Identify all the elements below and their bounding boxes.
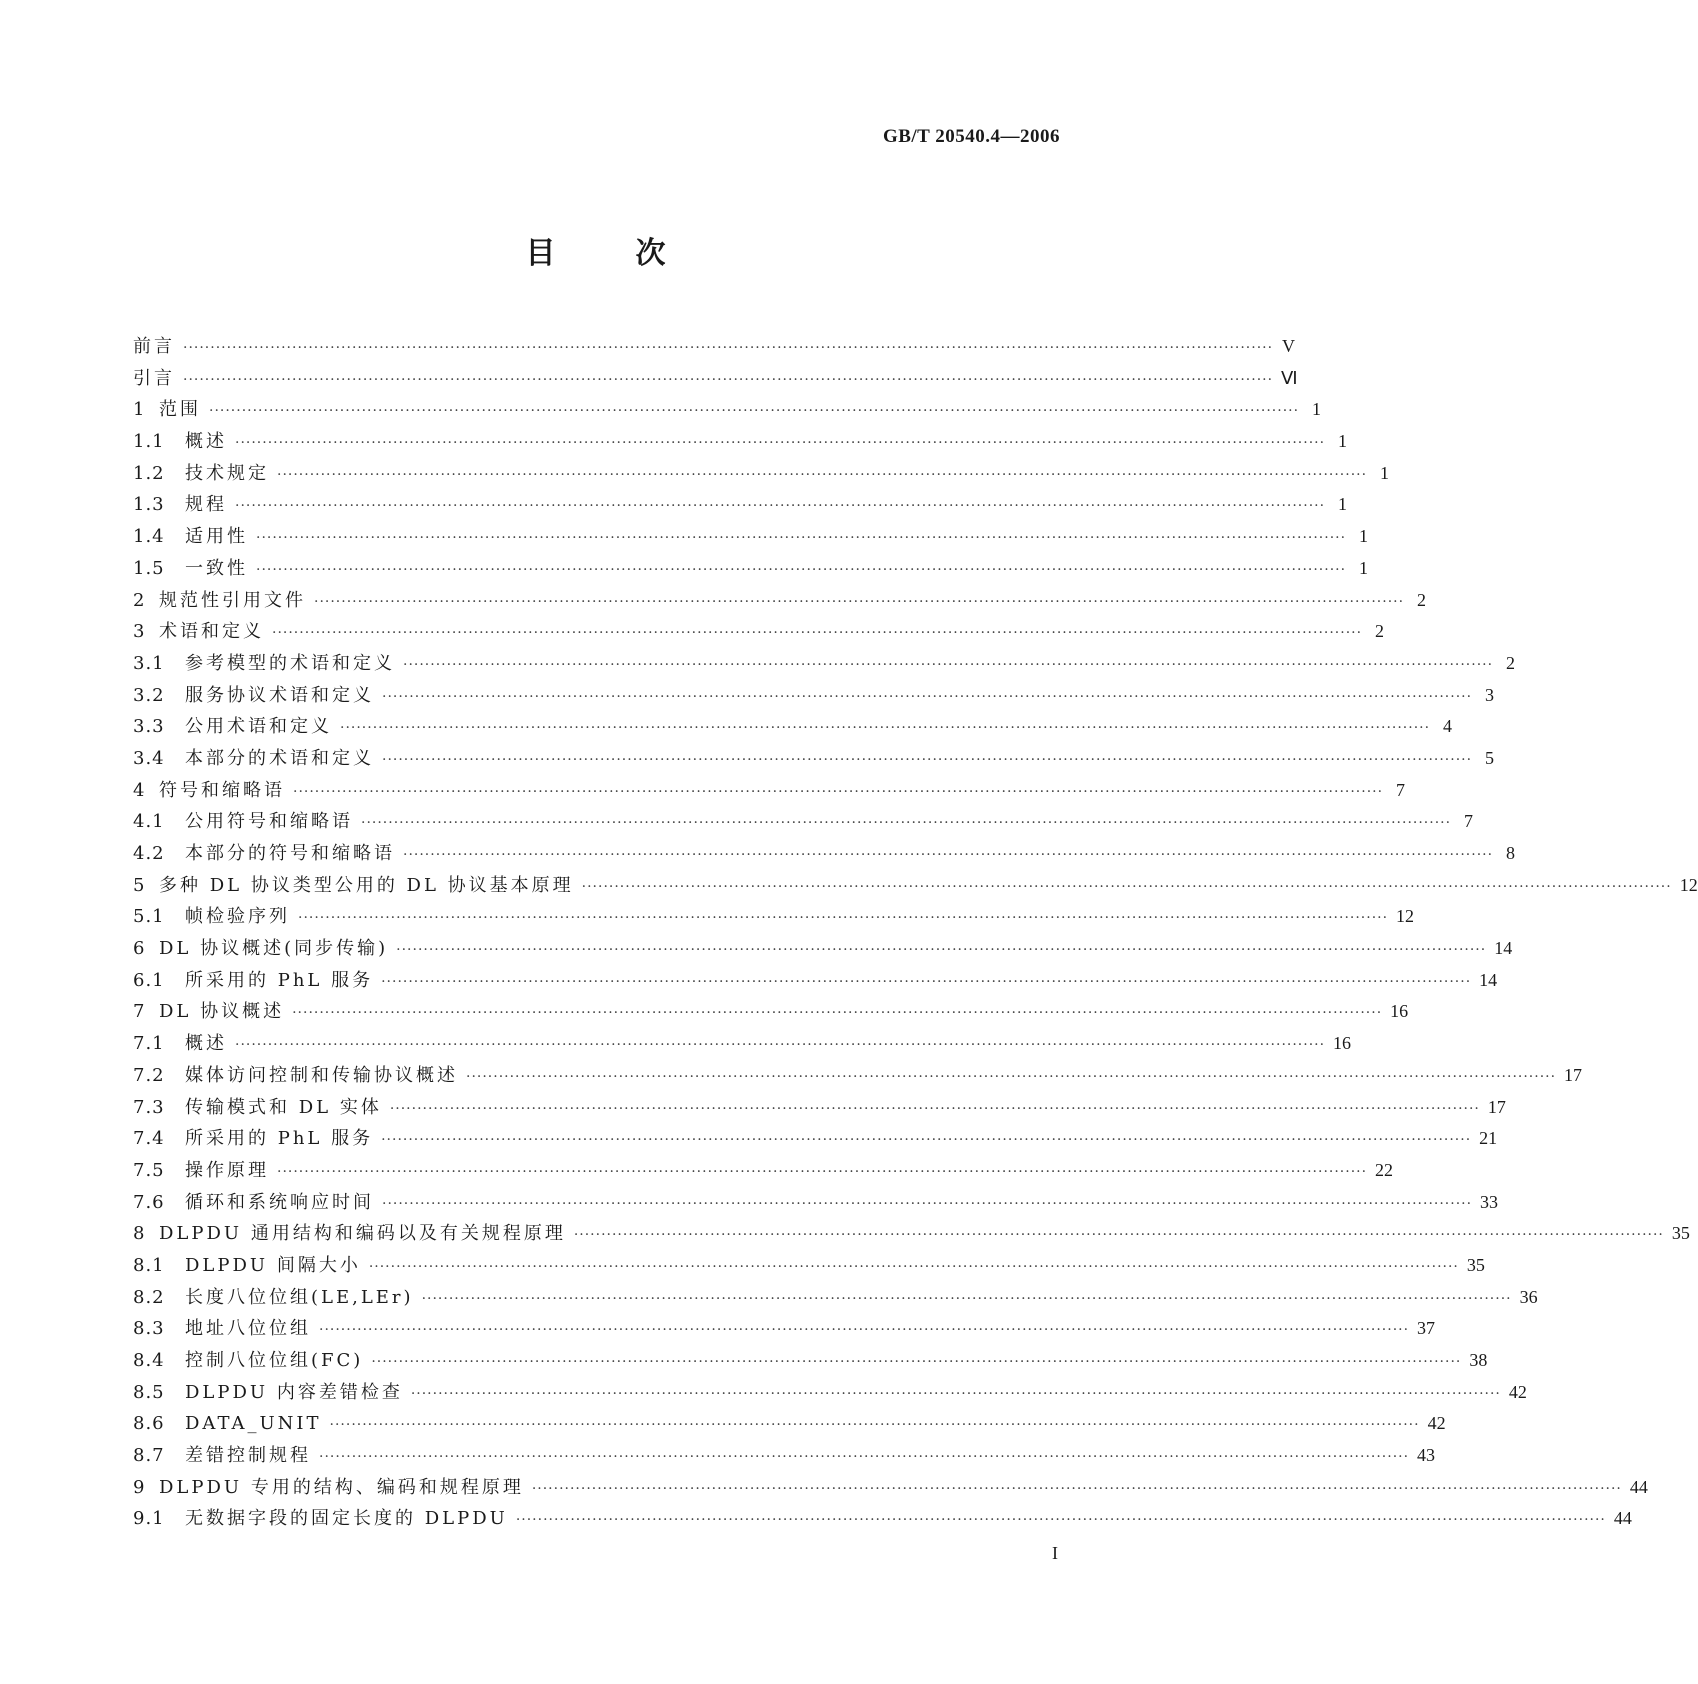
toc-entry-page: 16	[1390, 1001, 1409, 1022]
toc-leader-dots: ········································································································································································································	[381, 973, 1472, 990]
toc-entry-page: 44	[1629, 1476, 1648, 1497]
toc-entry-page: 1	[1380, 462, 1390, 483]
footer-page-number: I	[1052, 1543, 1058, 1563]
toc-entry-label: 公用符号和缩略语	[185, 811, 353, 833]
toc-entry[interactable]	[133, 870, 1698, 902]
toc-entry-label: 概述	[185, 1033, 227, 1055]
toc-entry-page: 35	[1671, 1223, 1690, 1244]
toc-entry[interactable]	[133, 743, 1495, 775]
toc-entry-number: 7.4	[133, 1128, 165, 1150]
toc-entry-label: 前言	[133, 336, 175, 357]
toc-entry-page: 17	[1487, 1096, 1506, 1117]
toc-entry-label: 服务协议术语和定义	[185, 684, 374, 706]
toc-entry-page: 37	[1417, 1318, 1436, 1339]
toc-entry-label: 多种 DL 协议类型公用的 DL 协议基本原理	[159, 874, 574, 896]
toc-entry-number: 8.7	[133, 1445, 165, 1467]
toc-leader-dots: ········································································································································································································	[381, 1132, 1472, 1149]
toc-entry-page: 42	[1427, 1413, 1446, 1434]
toc-entry-number: 8.1	[133, 1254, 165, 1276]
toc-entry[interactable]	[133, 331, 1296, 363]
toc-entry[interactable]	[133, 616, 1385, 648]
toc-entry[interactable]	[133, 901, 1415, 933]
toc-entry-number: 8.6	[133, 1413, 165, 1435]
toc-entry-page: 7	[1396, 779, 1406, 800]
toc-leader-dots: ········································································································································································································	[256, 561, 1347, 578]
toc-leader-dots: ········································································································································································································	[382, 688, 1473, 705]
toc-leader-dots: ········································································································································································································	[329, 1417, 1420, 1434]
page-title: 目次	[525, 236, 746, 271]
toc-entry-number: 1	[133, 399, 146, 421]
toc-entry-number: 1.5	[133, 557, 165, 579]
toc-entry-number: 8.4	[133, 1350, 165, 1371]
toc-entry-number: 3.2	[133, 684, 165, 706]
toc-entry-number: 1.2	[133, 462, 165, 484]
toc-entry-number: 6.1	[133, 969, 165, 991]
toc-entry[interactable]	[133, 838, 1516, 870]
toc-entry-label: 符号和缩略语	[159, 779, 285, 801]
toc-entry-label: 无数据字段的固定长度的 DLPDU	[185, 1508, 508, 1530]
toc-entry[interactable]	[133, 996, 1409, 1028]
toc-entry-page: 2	[1375, 621, 1385, 642]
toc-leader-dots: ········································································································································································································	[361, 815, 1452, 832]
toc-entry[interactable]	[133, 965, 1498, 997]
toc-entry-label: 概述	[185, 431, 227, 453]
toc-entry-page: 1	[1312, 399, 1322, 420]
toc-entry-page: 1	[1359, 526, 1369, 547]
toc-entry[interactable]	[133, 489, 1348, 521]
toc-entry[interactable]	[133, 1250, 1485, 1282]
toc-entry-number: 3	[133, 621, 146, 643]
toc-entry-number: 7.5	[133, 1159, 165, 1181]
toc-leader-dots: ········································································································································································································	[403, 847, 1494, 863]
toc-leader-dots: ········································································································································································································	[183, 371, 1274, 388]
toc-entry-label: DL 协议概述	[159, 1001, 285, 1023]
toc-leader-dots: ········································································································································································································	[235, 1037, 1326, 1054]
toc-entry[interactable]	[133, 585, 1427, 617]
toc-entry-page: 2	[1506, 652, 1516, 673]
toc-entry-label: 本部分的符号和缩略语	[185, 843, 395, 864]
toc-entry-number: 2	[133, 589, 146, 611]
toc-entry-label: 差错控制规程	[185, 1445, 311, 1467]
toc-entry-label: 范围	[159, 399, 201, 421]
toc-entry[interactable]	[133, 680, 1495, 712]
toc-entry-label: 公用术语和定义	[185, 716, 332, 738]
toc-entry-label: DLPDU 通用结构和编码以及有关规程原理	[159, 1223, 566, 1245]
toc-entry-label: 一致性	[185, 557, 248, 579]
toc-leader-dots: ········································································································································································································	[314, 593, 1405, 610]
toc-entry-label: 控制八位位组(FC)	[185, 1350, 364, 1371]
toc-entry-label: DLPDU 间隔大小	[185, 1254, 361, 1276]
toc-leader-dots: ········································································································································································································	[410, 1385, 1501, 1402]
toc-leader-dots: ········································································································································································································	[368, 1258, 1459, 1275]
toc-entry[interactable]	[133, 806, 1474, 838]
toc-entry[interactable]	[133, 394, 1322, 426]
toc-entry[interactable]	[133, 1313, 1436, 1345]
toc-entry-page: 14	[1494, 938, 1513, 959]
toc-entry-label: 操作原理	[185, 1159, 269, 1181]
toc-leader-dots: ········································································································································································································	[466, 1068, 1557, 1085]
toc-leader-dots: ········································································································································································································	[298, 910, 1389, 927]
toc-entry-label: DL 协议概述(同步传输)	[159, 938, 389, 960]
toc-leader-dots: ········································································································································································································	[531, 1480, 1622, 1497]
toc-entry-label: 本部分的术语和定义	[185, 747, 374, 769]
toc-entry-number: 9.1	[133, 1508, 165, 1530]
toc-entry-page: 33	[1480, 1191, 1499, 1212]
toc-entry-page: 5	[1485, 747, 1495, 768]
toc-entry[interactable]	[133, 521, 1369, 553]
toc-entry-label: 传输模式和 DL 实体	[185, 1096, 382, 1118]
toc-entry-number: 7.6	[133, 1191, 165, 1213]
toc-entry-page: 21	[1479, 1128, 1498, 1149]
toc-leader-dots: ········································································································································································································	[272, 625, 1363, 642]
toc-leader-dots: ········································································································································································································	[277, 466, 1368, 483]
toc-entry-page: 1	[1359, 557, 1369, 578]
toc-entry-label: DATA_UNIT	[185, 1413, 322, 1435]
toc-entry[interactable]	[133, 933, 1513, 965]
toc-entry[interactable]	[133, 1155, 1394, 1187]
toc-entry[interactable]	[133, 1377, 1527, 1409]
toc-entry-label: 地址八位位组	[185, 1318, 311, 1340]
toc-entry[interactable]	[133, 1345, 1488, 1377]
toc-entry[interactable]	[133, 1123, 1498, 1155]
toc-entry-page: 44	[1613, 1508, 1632, 1529]
toc-entry-label: 所采用的 PhL 服务	[185, 1128, 374, 1150]
toc-entry-label: 引言	[133, 367, 175, 389]
toc-entry-page: 7	[1464, 811, 1474, 832]
toc-entry[interactable]	[133, 1028, 1352, 1060]
toc-entry[interactable]	[133, 553, 1369, 585]
toc-entry-label: 媒体访问控制和传输协议概述	[185, 1064, 458, 1086]
toc-leader-dots: ········································································································································································································	[371, 1354, 1462, 1370]
toc-leader-dots: ········································································································································································································	[382, 1195, 1473, 1212]
toc-entry-page: 16	[1333, 1033, 1352, 1054]
toc-entry-page: 1	[1338, 494, 1348, 515]
toc-entry[interactable]	[133, 648, 1516, 680]
toc-entry[interactable]	[133, 1060, 1583, 1092]
toc-entry[interactable]	[133, 775, 1406, 807]
toc-entry-number: 3.4	[133, 747, 165, 769]
toc-entry-number: 8.5	[133, 1381, 165, 1403]
toc-entry-number: 5.1	[133, 906, 165, 928]
toc-entry[interactable]	[133, 1092, 1506, 1124]
toc-entry-page: V	[1282, 336, 1296, 356]
toc-entry-page: 3	[1485, 684, 1495, 705]
toc-entry-page: 35	[1466, 1254, 1485, 1275]
toc-leader-dots: ········································································································································································································	[340, 720, 1431, 737]
toc-entry-number: 1.3	[133, 494, 165, 516]
toc-entry-number: 4.2	[133, 843, 165, 864]
toc-leader-dots: ········································································································································································································	[235, 498, 1326, 515]
toc-entry-number: 7.1	[133, 1033, 165, 1055]
toc-entry-number: 9	[133, 1476, 146, 1498]
toc-leader-dots: ········································································································································································································	[235, 435, 1326, 452]
toc-leader-dots: ········································································································································································································	[515, 1512, 1606, 1529]
toc-entry-label: 术语和定义	[159, 621, 264, 643]
toc-entry-label: 规范性引用文件	[159, 589, 306, 611]
toc-entry-page: 43	[1417, 1445, 1436, 1466]
toc-entry-number: 7.2	[133, 1064, 165, 1086]
toc-leader-dots: ········································································································································································································	[277, 1163, 1368, 1180]
toc-leader-dots: ········································································································································································································	[382, 751, 1473, 768]
toc-entry-label: 技术规定	[185, 462, 269, 484]
toc-entry-label: 规程	[185, 494, 227, 516]
toc-entry[interactable]	[133, 1503, 1632, 1535]
toc-entry-page: Ⅵ	[1281, 367, 1298, 388]
toc-leader-dots: ········································································································································································································	[319, 1322, 1410, 1339]
toc-entry-page: 36	[1519, 1286, 1538, 1307]
toc-entry-label: 所采用的 PhL 服务	[185, 969, 374, 991]
toc-entry-label: 循环和系统响应时间	[185, 1191, 374, 1213]
toc-entry-label: 适用性	[185, 526, 248, 548]
toc-entry-number: 1.1	[133, 431, 165, 453]
toc-entry[interactable]	[133, 458, 1390, 490]
toc-entry[interactable]	[133, 1218, 1690, 1250]
toc-entry-page: 1	[1338, 431, 1348, 452]
toc-entry-number: 5	[133, 874, 146, 896]
toc-leader-dots: ········································································································································································································	[573, 1227, 1664, 1244]
toc-entry-page: 12	[1396, 906, 1415, 927]
toc-entry[interactable]	[133, 1472, 1648, 1504]
toc-entry-label: 长度八位位组(LE,LEr)	[185, 1286, 414, 1308]
toc-entry-number: 7	[133, 1001, 146, 1023]
toc-entry-label: 帧检验序列	[185, 906, 290, 928]
toc-entry-number: 1.4	[133, 526, 165, 548]
toc-entry-page: 8	[1506, 843, 1516, 863]
toc-entry-number: 7.3	[133, 1096, 165, 1118]
toc-entry-number: 3.1	[133, 652, 165, 674]
toc-entry[interactable]	[133, 711, 1453, 743]
toc-entry-page: 38	[1469, 1350, 1488, 1370]
toc-entry-page: 14	[1479, 969, 1498, 990]
standard-code: GB/T 20540.4—2006	[882, 126, 1060, 147]
toc-leader-dots: ········································································································································································································	[256, 530, 1347, 547]
toc-entry-page: 22	[1375, 1159, 1394, 1180]
toc-entry-label: 参考模型的术语和定义	[185, 652, 395, 674]
toc-entry-number: 4.1	[133, 811, 165, 833]
toc-leader-dots: ········································································································································································································	[581, 878, 1672, 895]
toc-leader-dots: ········································································································································································································	[293, 783, 1384, 800]
toc-entry[interactable]	[133, 1408, 1446, 1440]
toc-entry[interactable]	[133, 426, 1348, 458]
toc-entry-number: 3.3	[133, 716, 165, 738]
toc-entry-label: DLPDU 专用的结构、编码和规程原理	[159, 1476, 524, 1498]
table-of-contents	[133, 331, 1698, 1535]
toc-entry-number: 8.3	[133, 1318, 165, 1340]
toc-entry-number: 4	[133, 779, 146, 801]
toc-entry-page: 42	[1508, 1381, 1527, 1402]
toc-entry[interactable]	[133, 1282, 1538, 1314]
toc-entry-number: 6	[133, 938, 146, 960]
toc-leader-dots: ········································································································································································································	[183, 340, 1274, 356]
toc-entry[interactable]	[133, 363, 1298, 395]
toc-leader-dots: ········································································································································································································	[389, 1100, 1480, 1117]
toc-entry-number: 8.2	[133, 1286, 165, 1308]
toc-leader-dots: ········································································································································································································	[396, 942, 1487, 959]
toc-leader-dots: ········································································································································································································	[403, 656, 1494, 673]
toc-leader-dots: ········································································································································································································	[209, 403, 1300, 420]
toc-entry-page: 2	[1417, 589, 1427, 610]
toc-entry[interactable]	[133, 1440, 1436, 1472]
toc-leader-dots: ········································································································································································································	[421, 1290, 1512, 1307]
toc-entry-number: 8	[133, 1223, 146, 1245]
toc-leader-dots: ········································································································································································································	[292, 1005, 1383, 1022]
toc-entry-page: 17	[1564, 1064, 1583, 1085]
toc-entry[interactable]	[133, 1187, 1499, 1219]
toc-entry-page: 4	[1443, 716, 1453, 737]
toc-entry-label: DLPDU 内容差错检查	[185, 1381, 403, 1403]
toc-leader-dots: ········································································································································································································	[319, 1449, 1410, 1466]
toc-entry-page: 12	[1679, 874, 1698, 895]
